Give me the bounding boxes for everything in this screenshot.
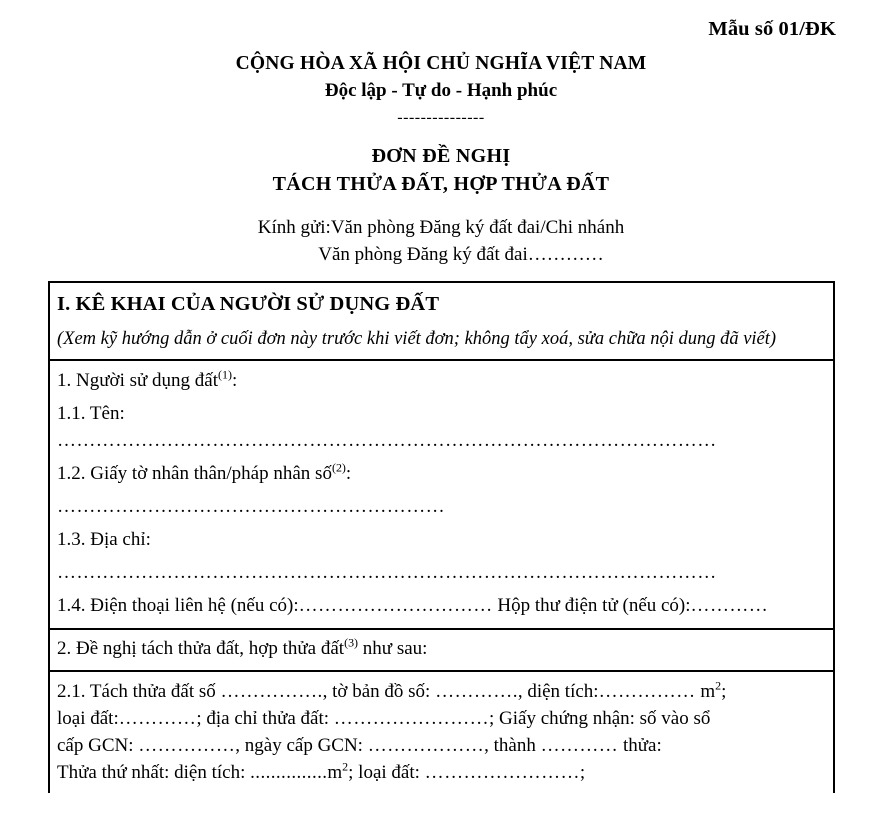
item2-1-parcel-fill[interactable]: ……………. [220,680,323,702]
item1-1-label-text: 1.1. Tên: [57,403,125,425]
item1-2-fill-line[interactable]: …………………………………………………… [57,496,445,518]
nation-name: CỘNG HÒA XÃ HỘI CHỦ NGHĨA VIỆT NAM [235,53,647,74]
item2-1-area-unit: m [695,680,716,702]
item2-1-landtype-label: loại đất: [57,707,119,729]
item2-1-parcel-label: 2.1. Tách thửa đất số [57,680,221,702]
item2-1-gcn-label: cấp GCN: [57,734,139,756]
national-heading-block [0,52,882,126]
item2-1-line-1 [57,679,826,706]
item2-label [57,636,826,663]
item2-1-split-count-fill[interactable]: ………… [540,734,619,756]
document-title-block [0,143,882,198]
form-code-row [0,0,882,41]
national-motto: Độc lập - Tự do - Hạnh phúc [324,79,558,101]
item2-1-split-count-label: , thành [484,734,541,756]
item1-2-footnote-marker: (2) [331,460,346,475]
first-parcel-area-unit-exponent: 2 [342,759,349,774]
item2-1-area-unit-exponent: 2 [715,678,722,693]
item2-1-row [50,672,833,793]
item2-1-gcn-date-label: , ngày cấp GCN: [235,734,368,756]
item2-1-gcn-fill[interactable]: …………… [138,734,236,756]
document-title-line-1: ĐƠN ĐỀ NGHỊ [371,145,511,168]
recipient-block [0,215,882,268]
first-parcel-label: Thửa thứ nhất: diện tích: [57,761,251,783]
recipient-line-1: Kính gửi:Văn phòng Đăng ký đất đai/Chi nhánh [257,217,625,239]
first-parcel-line-tail: ; [579,761,586,783]
item1-label-text: 1. Người sử dụng đất [57,370,218,392]
declaration-table [48,281,835,793]
item1-4-phone-label: 1.4. Điện thoại liên hệ (nếu có): [57,595,299,617]
item1-1-label [57,401,826,428]
section-note: (Xem kỹ hướng dẫn ở cuối đơn này trước khi viết đơn; không tẩy xoá, sửa chữa nội dung đã viết) [57,328,777,349]
item2-1-split-count-tail: thửa: [618,734,662,756]
item2-1-area-fill[interactable]: …………… [598,680,696,702]
dashed-separator: --------------- [397,108,485,126]
item1-3-label-text: 1.3. Địa chỉ: [57,529,151,551]
first-parcel-landtype-fill[interactable]: …………………… [424,761,580,783]
item2-1-map-label: , tờ bản đồ số: [322,680,436,702]
item2-1-line-2 [57,706,826,733]
item1-3-label [57,527,826,554]
item2-1-address-label: ; địa chỉ thửa đất: [196,707,334,729]
recipient-line-2: Văn phòng Đăng ký đất đai………… [318,243,604,265]
item2-1-map-fill[interactable]: …………. [435,680,518,702]
item2-1-line-1-tail: ; [721,680,727,702]
section-heading: I. KÊ KHAI CỦA NGƯỜI SỬ DỤNG ĐẤT [57,293,440,315]
first-parcel-area-unit: m [327,761,343,783]
item2-row [50,630,833,672]
section-heading-row [50,283,833,361]
item2-label-tail: như sau: [358,637,428,659]
form-code: Mẫu số 01/ĐK [708,18,836,40]
item2-1-gcn-date-fill[interactable]: ……………… [367,734,485,756]
document-title-line-2: TÁCH THỬA ĐẤT, HỢP THỬA ĐẤT [272,173,610,196]
item1-2-label-tail: : [345,463,352,485]
item1-4-line [57,593,826,620]
item1-label-tail: : [231,370,238,392]
item1-2-label [57,461,826,488]
item2-1-address-fill[interactable]: …………………… [333,707,489,729]
item1-1-fill-line[interactable]: ………………………………………………………………………………………… [57,430,717,452]
item1-4-email-fill[interactable]: ………… [690,595,769,617]
item2-1-line-4 [57,760,826,787]
item2-footnote-marker: (3) [344,635,359,650]
first-parcel-area-fill[interactable]: ............... [250,761,328,783]
item1-label [57,368,826,395]
item1-footnote-marker: (1) [218,367,232,382]
item1-4-phone-fill[interactable]: ………………………… [298,595,493,617]
item2-1-landtype-fill[interactable]: ………… [118,707,197,729]
item2-1-certificate-label: ; Giấy chứng nhận: số vào sổ [489,707,711,729]
item2-1-line-3 [57,733,826,760]
item1-3-fill-line[interactable]: ………………………………………………………………………………………… [57,562,717,584]
item1-row [50,361,833,630]
item1-2-label-text: 1.2. Giấy tờ nhân thân/pháp nhân số [57,463,332,485]
item2-label-text: 2. Đề nghị tách thửa đất, hợp thửa đất [57,637,345,659]
item1-4-email-label: Hộp thư điện tử (nếu có): [492,595,691,617]
item2-1-area-label: , diện tích: [517,680,599,702]
first-parcel-landtype-label: ; loại đất: [348,761,425,783]
